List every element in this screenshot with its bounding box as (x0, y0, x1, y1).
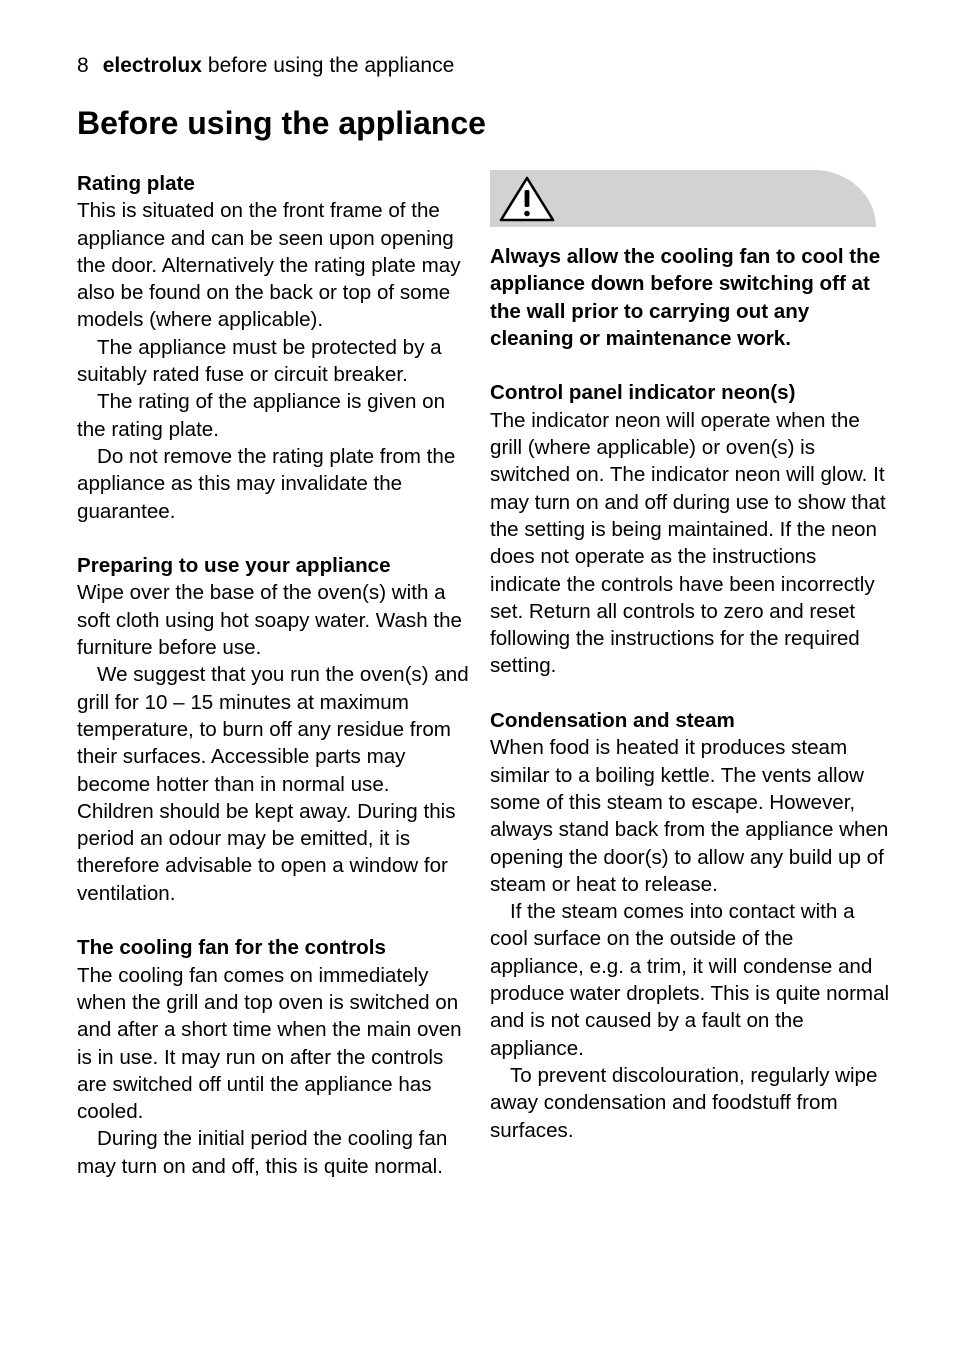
section-gap (490, 352, 890, 379)
preparing-heading: Preparing to use your appliance (77, 554, 391, 578)
cooling-fan-paragraph: During the initial period the cooling fan may turn on and off, this is quite normal. (77, 1127, 448, 1178)
rating-plate-paragraph: This is situated on the front frame of the appliance and can be seen upon opening the door. Alternatively the rating plate may also be found on the back or top of some models (where applicable). (77, 199, 461, 332)
page-number: 8 (77, 54, 89, 77)
section-gap (490, 680, 890, 707)
preparing-paragraph: We suggest that you run the oven(s) and grill for 10 – 15 minutes at maximum temperature, to burn off any residue from their surfaces. Accessible parts may become hotter than in normal use. Children should be kept away. During this period an odour may be emitted, it is therefore advisable to open a window for ventilation. (77, 663, 469, 905)
indicator-heading: Control panel indicator neon(s) (490, 381, 796, 405)
cooling-fan-heading: The cooling fan for the controls (77, 936, 386, 960)
warning-triangle-icon (498, 175, 556, 223)
header-section: before using the appliance (207, 54, 455, 77)
warning-text: Always allow the cooling fan to cool the appliance down before switching off at the wall prior to carrying out any cleaning or maintenance work. (490, 245, 881, 350)
section-gap (77, 907, 469, 934)
condensation-paragraph: If the steam comes into contact with a cool surface on the outside of the appliance, e.g. a trim, it will condense and produce water droplets. This is quite normal and is not caused by a fault on the appliance. (490, 900, 890, 1060)
left-column (77, 170, 469, 1180)
right-column (490, 170, 890, 1144)
brand-name: electrolux (102, 54, 202, 77)
indicator-paragraph: The indicator neon will operate when the grill (where applicable) or oven(s) is switched on. The indicator neon will glow. It may turn on and off during use to show that the setting is being maintained. If the neon does not operate as the instructions indicate the controls have been incorrectly set. Return all controls to zero and reset following the instructions for the required setting. (490, 408, 886, 678)
section-gap (77, 525, 469, 552)
rating-plate-paragraph: The appliance must be protected by a suitably rated fuse or circuit breaker. (77, 335, 442, 387)
condensation-heading: Condensation and steam (490, 709, 735, 733)
rating-plate-paragraph: The rating of the appliance is given on the rating plate. (77, 390, 446, 441)
warning-banner (490, 170, 876, 227)
rating-plate-heading: Rating plate (77, 172, 195, 195)
preparing-paragraph: Wipe over the base of the oven(s) with a soft cloth using hot soapy water. Wash the furniture before use. (77, 581, 463, 660)
cooling-fan-paragraph: The cooling fan comes on immediately when the grill and top oven is switched on and after a short time when the main oven is in use. It may run on after the controls are switched off until the appliance has cooled. (77, 963, 462, 1124)
running-header (77, 52, 454, 80)
condensation-paragraph: When food is heated it produces steam similar to a boiling kettle. The vents allow some of this steam to escape. However, always stand back from the appliance when opening the door(s) to allow any build up of steam or heat to release. (490, 736, 889, 896)
page-title: Before using the appliance (77, 105, 486, 141)
rating-plate-paragraph: Do not remove the rating plate from the appliance as this may invalidate the guarantee. (77, 444, 456, 523)
condensation-paragraph: To prevent discolouration, regularly wipe away condensation and foodstuff from surfaces. (490, 1063, 878, 1142)
